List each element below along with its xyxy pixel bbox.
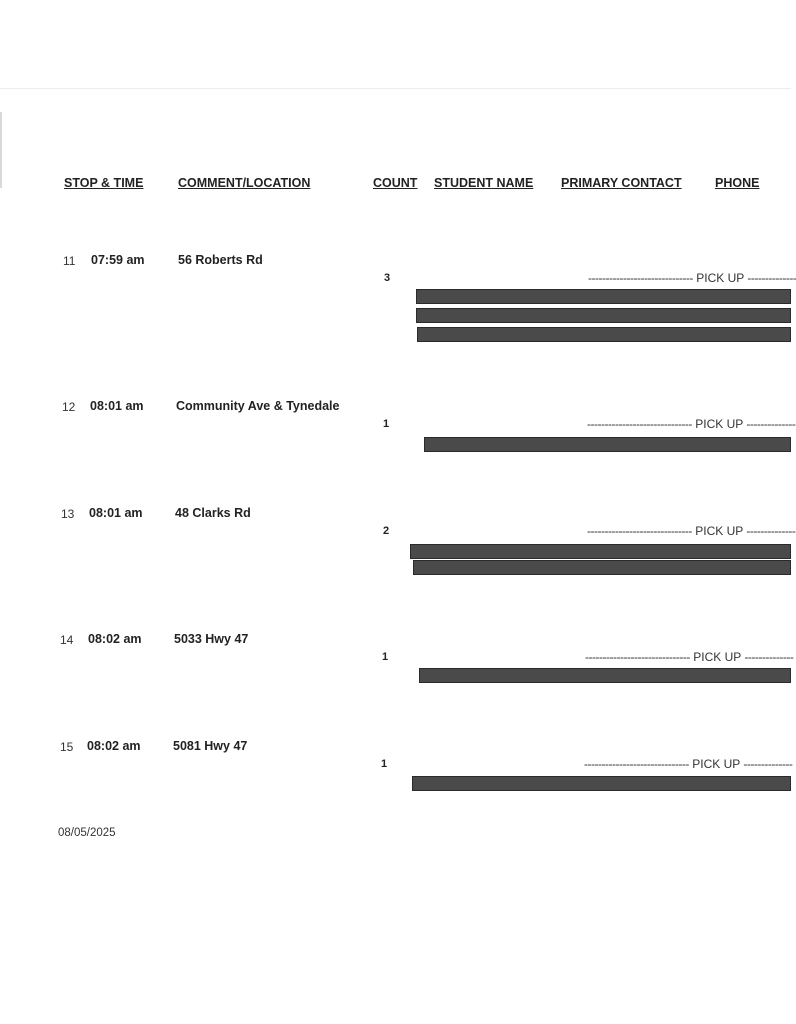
header-primary-contact: PRIMARY CONTACT xyxy=(561,176,682,190)
pickup-marker: ------------------------------ PICK UP -------------- xyxy=(587,524,796,538)
stop-row xyxy=(0,399,796,510)
pickup-label: PICK UP xyxy=(695,417,744,431)
pickup-marker: ------------------------------ PICK UP -------------- xyxy=(584,757,793,771)
header-stop-time: STOP & TIME xyxy=(64,176,144,190)
pickup-label: PICK UP xyxy=(692,757,741,771)
footer-date: 08/05/2025 xyxy=(58,827,116,839)
stop-time: 08:02 am xyxy=(87,739,141,753)
stop-location: 48 Clarks Rd xyxy=(175,506,251,520)
header-comment-location: COMMENT/LOCATION xyxy=(178,176,311,190)
stop-count: 1 xyxy=(383,418,390,430)
stop-row xyxy=(0,253,796,364)
stop-time: 08:01 am xyxy=(90,399,144,413)
scan-artifact-line xyxy=(0,88,791,89)
stop-time: 08:01 am xyxy=(89,506,143,520)
header-student-name: STUDENT NAME xyxy=(434,176,534,190)
pickup-marker: ------------------------------ PICK UP -------------- xyxy=(588,271,796,285)
redacted-bar xyxy=(416,289,791,304)
scan-artifact-edge xyxy=(0,112,2,188)
stop-number: 11 xyxy=(63,254,76,268)
redacted-bar xyxy=(410,544,791,559)
stop-time: 07:59 am xyxy=(91,253,145,267)
stop-row xyxy=(0,632,794,743)
stop-row xyxy=(0,740,791,850)
stop-number: 14 xyxy=(60,633,74,647)
redacted-bar xyxy=(424,437,791,452)
redacted-bar xyxy=(412,776,791,791)
stop-count: 1 xyxy=(381,758,388,770)
pickup-label: PICK UP xyxy=(696,271,745,285)
redacted-bar xyxy=(413,560,791,575)
pickup-marker: ------------------------------ PICK UP -------------- xyxy=(587,417,796,431)
stop-location: 5033 Hwy 47 xyxy=(174,632,249,646)
header-count: COUNT xyxy=(373,176,418,190)
stop-row xyxy=(0,506,796,617)
stop-count: 2 xyxy=(383,525,390,537)
pickup-label: PICK UP xyxy=(695,524,744,538)
stop-location: Community Ave & Tynedale xyxy=(176,399,340,413)
pickup-marker: ------------------------------ PICK UP -------------- xyxy=(585,650,794,664)
stop-number: 12 xyxy=(62,400,76,414)
redacted-bar xyxy=(417,327,791,342)
stop-location: 56 Roberts Rd xyxy=(178,253,263,267)
stop-time: 08:02 am xyxy=(88,632,142,646)
stop-location: 5081 Hwy 47 xyxy=(173,739,248,753)
header-phone: PHONE xyxy=(715,176,760,190)
redacted-bar xyxy=(419,668,791,683)
pickup-label: PICK UP xyxy=(693,650,742,664)
stop-count: 3 xyxy=(384,272,391,284)
stop-number: 13 xyxy=(61,507,75,521)
redacted-bar xyxy=(416,308,791,323)
stop-count: 1 xyxy=(382,651,389,663)
stop-number: 15 xyxy=(60,740,74,754)
